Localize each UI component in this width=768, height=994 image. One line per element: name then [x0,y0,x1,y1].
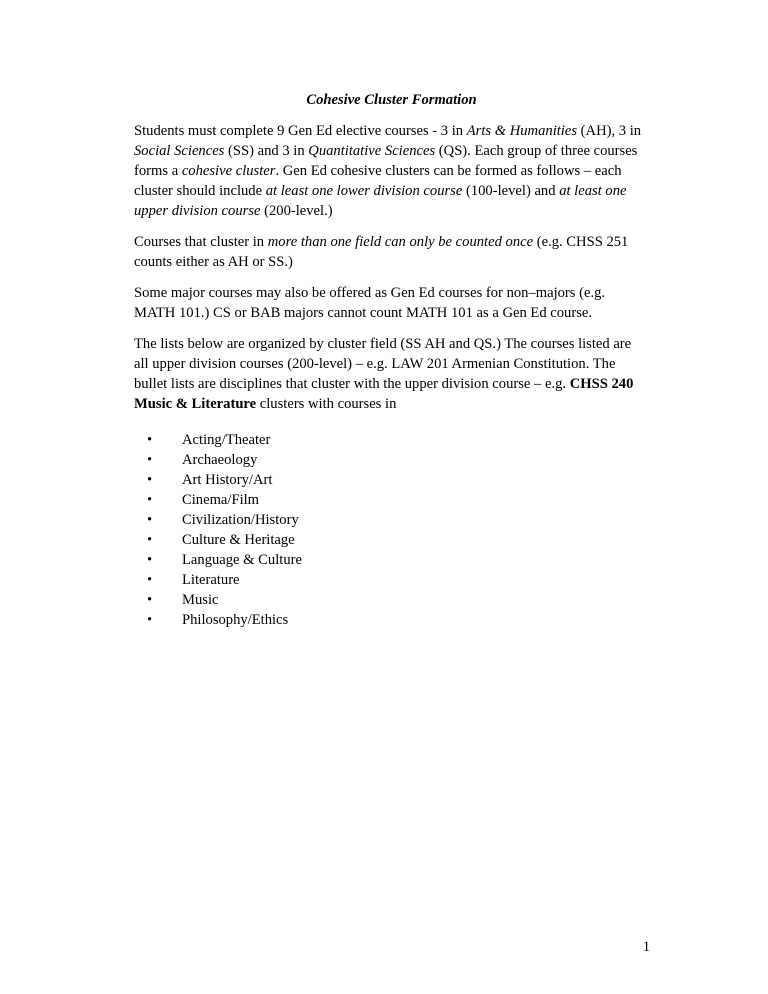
paragraph-major-courses: Some major courses may also be offered as Gen Ed courses for non–majors (e.g. MATH 101.) CS or BAB majors cannot count MATH 101 as a Gen Ed course. [134,285,606,321]
list-item [134,610,649,630]
para1-text-2: (AH), 3 in [577,123,642,139]
para1-text-6: (100-level) and [462,183,560,199]
bullet-icon: • [147,552,153,568]
list-item-label: Acting/Theater [182,432,271,448]
list-item [134,430,649,450]
bullet-icon: • [147,572,153,588]
bullet-icon: • [147,452,153,468]
document-title: Cohesive Cluster Formation [306,92,477,108]
para1-text-5: . Gen Ed cohesive clusters can be formed as follows – each cluster should include [134,163,622,199]
para1-text-7: (200-level.) [260,203,333,219]
bullet-icon: • [147,592,153,608]
paragraph-requirements [134,121,649,221]
bullet-icon: • [147,532,153,548]
document-body [134,90,649,630]
para1-emph-quantitative-sciences: Quantitative Sciences [308,143,436,159]
list-item [134,570,649,590]
para4-bold-course: CHSS 240 Music & Literature [134,376,634,412]
list-item-label: Language & Culture [182,552,302,568]
list-item [134,530,649,550]
bullet-icon: • [147,512,153,528]
list-item-label: Cinema/Film [182,492,260,508]
para1-emph-cohesive-cluster: cohesive cluster [181,163,276,179]
discipline-bullet-list [134,430,649,630]
bullet-icon: • [147,492,153,508]
list-item [134,450,649,470]
bullet-icon: • [147,612,153,628]
list-item [134,550,649,570]
list-item [134,470,649,490]
bullet-icon: • [147,472,153,488]
list-item-label: Music [182,592,219,608]
para2-emph-counted-once: more than one field can only be counted once [267,234,534,250]
list-item [134,590,649,610]
para1-emph-arts-humanities: Arts & Humanities [466,123,578,139]
para2-text-1: Courses that cluster in [134,234,268,250]
list-item-label: Literature [182,572,240,588]
list-item [134,490,649,510]
para1-emph-social-sciences: Social Sciences [134,143,225,159]
para1-text-1: Students must complete 9 Gen Ed elective courses - 3 in [134,123,467,139]
para1-emph-lower-division: at least one lower division course [265,183,463,199]
list-item-label: Civilization/History [182,512,299,528]
para4-text-2: clusters with courses in [256,396,397,412]
list-item-label: Culture & Heritage [182,532,295,548]
page-number: 1 [642,939,650,955]
para4-text-1: The lists below are organized by cluster field (SS AH and QS.) The courses listed are all upper division courses (200-level) – e.g. LAW 201 Armenian Constitution. The bullet lists are disciplines that cluster with the upper division course – e.g. [134,336,632,392]
para2-text-2: (e.g. CHSS 251 counts either as AH or SS.) [134,234,629,270]
para1-text-4: (QS). Each group of three courses forms a [134,143,638,179]
list-item-label: Archaeology [182,452,258,468]
list-item-label: Philosophy/Ethics [182,612,289,628]
list-item [134,510,649,530]
paragraph-lists-organization [134,334,649,414]
paragraph-counted-once [134,232,649,272]
para1-text-3: (SS) and 3 in [224,143,309,159]
para1-emph-upper-division: at least one upper division course [134,183,627,219]
list-item-label: Art History/Art [182,472,273,488]
bullet-icon: • [147,432,153,448]
